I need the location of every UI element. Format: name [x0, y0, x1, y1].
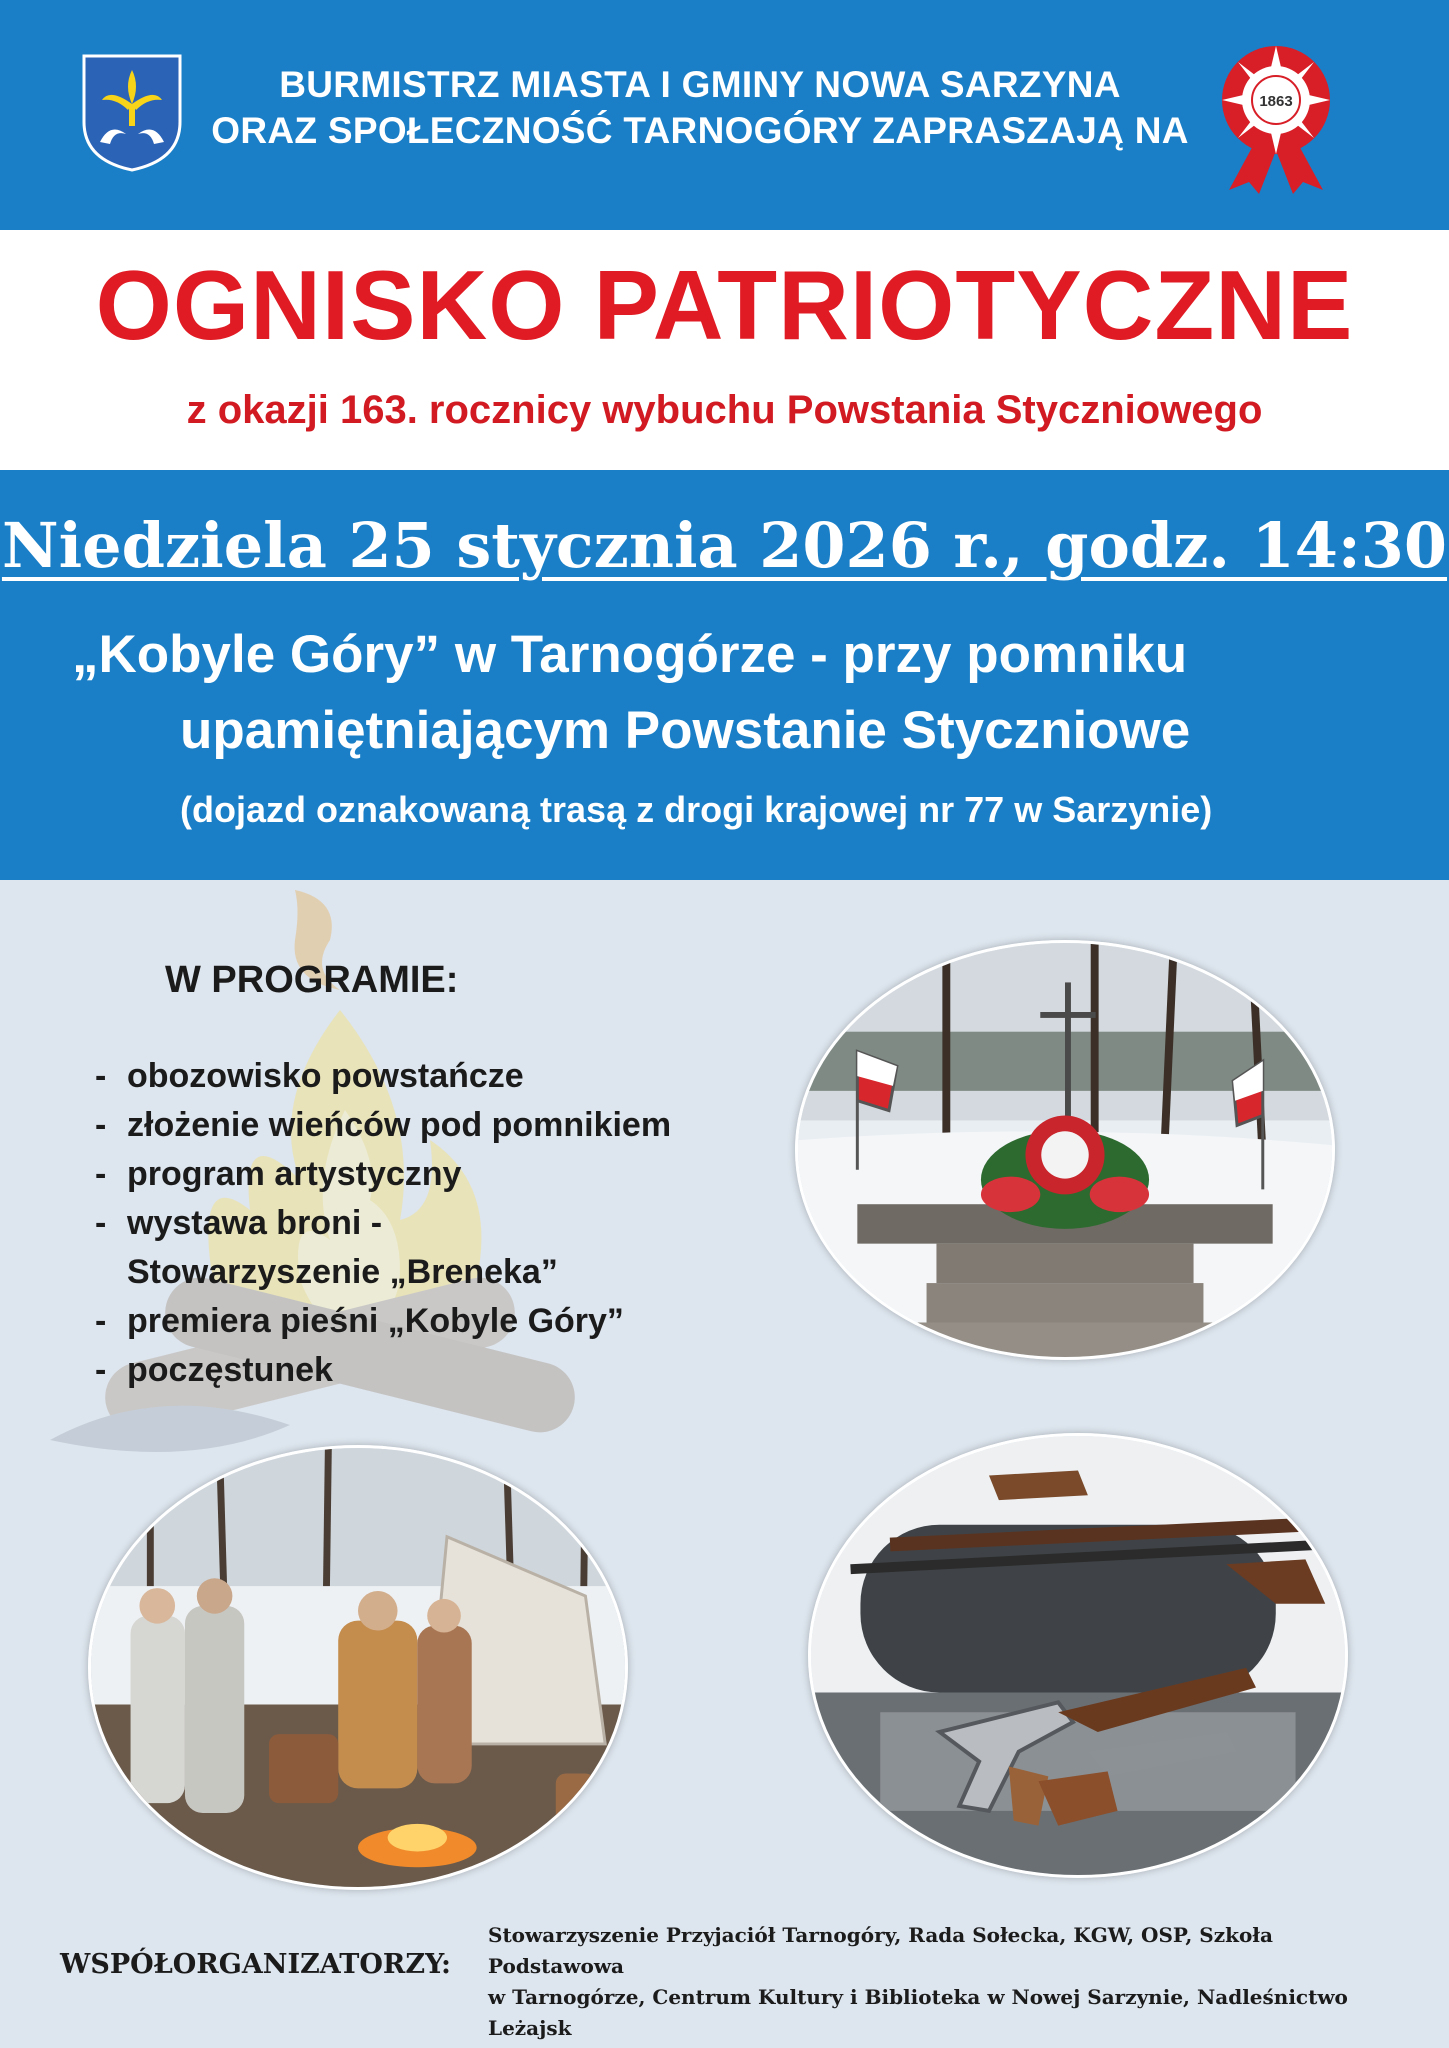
red-white-cockade-icon: [1215, 42, 1337, 194]
program-item: - wystawa broni -: [95, 1199, 795, 1248]
program-item: - złożenie wieńców pod pomnikiem: [95, 1101, 795, 1150]
coorganizers-list: [488, 1920, 1408, 2044]
program-list: [95, 1052, 795, 1395]
program-heading: W PROGRAMIE:: [165, 959, 459, 1001]
coorganizers-line-1: Stowarzyszenie Przyjaciół Tarnogóry, Rada Sołecka, KGW, OSP, Szkoła Podstawowa: [488, 1923, 1273, 1978]
event-place-line-1: „Kobyle Góry” w Tarnogórze - przy pomniku: [72, 625, 1188, 684]
monument-photo: [795, 940, 1335, 1360]
program-item: - obozowisko powstańcze: [95, 1052, 795, 1101]
weapons-photo: [808, 1433, 1348, 1878]
camp-photo: [88, 1445, 628, 1890]
event-place-line-2: upamiętniającym Powstanie Styczniowe: [180, 701, 1191, 760]
program-item: - premiera pieśni „Kobyle Góry”: [95, 1297, 795, 1346]
cockade-year: 1863: [1259, 93, 1293, 110]
event-date-text: Niedziela 25 stycznia 2026 r., godz. 14:30: [1, 509, 1448, 582]
coat-of-arms-lily-icon: [80, 52, 184, 172]
program-item: - poczęstunek: [95, 1346, 795, 1395]
coorganizers-label: WSPÓŁORGANIZATORZY:: [60, 1949, 451, 1980]
main-title: OGNISKO PATRIOTYCZNE: [95, 250, 1354, 360]
program-item-continuation: Stowarzyszenie „Breneka”: [127, 1253, 558, 1291]
header-line-2: ORAZ SPOŁECZNOŚĆ TARNOGÓRY ZAPRASZAJĄ NA: [211, 110, 1189, 151]
event-date: [0, 504, 1449, 588]
header-invitation: [200, 62, 1200, 154]
event-directions: (dojazd oznakowaną trasą z drogi krajowej nr 77 w Sarzynie): [180, 789, 1213, 830]
subtitle: z okazji 163. rocznicy wybuchu Powstania Styczniowego: [186, 388, 1263, 432]
program-item: - program artystyczny: [95, 1150, 795, 1199]
coorganizers-line-2: w Tarnogórze, Centrum Kultury i Biblioteka w Nowej Sarzynie, Nadleśnictwo Leżajsk: [488, 1985, 1348, 2040]
header-line-1: BURMISTRZ MIASTA I GMINY NOWA SARZYNA: [279, 64, 1121, 105]
